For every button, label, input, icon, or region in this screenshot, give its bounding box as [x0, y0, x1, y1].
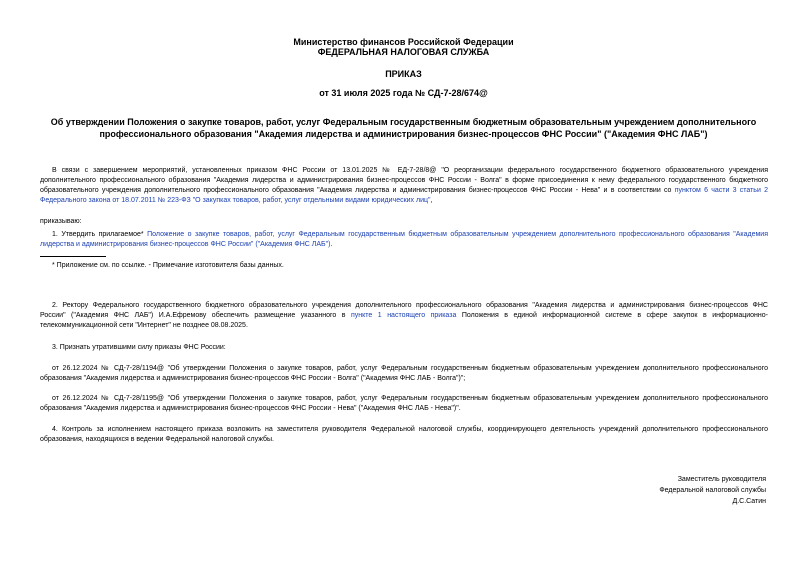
signatory-name: Д.С.Сатин: [732, 498, 766, 505]
signatory-organization: Федеральной налоговой службы: [659, 487, 766, 494]
footnote: * Приложение см. по ссылке. - Примечание изготовителя базы данных.: [52, 262, 284, 269]
item-3-paragraph: 3. Признать утратившими силу приказы ФНС России:: [52, 344, 226, 351]
item-2-line: телекоммуникационной сети "Интернет" не позднее 08.08.2025.: [40, 322, 248, 329]
item-2-line: 2. Ректору Федерального государственного бюджетного образовательного учреждения дополнительного профессионального образования "Академия лидерства и администрирования бизнес-процессов ФНС: [52, 302, 768, 309]
preamble-text: образовательного учреждения дополнительного профессионального образования "Академия лидерства и администрирования бизнес-процессов ФНС России - Нева" и в соответствии со: [40, 187, 672, 194]
item-2-line: России" ("Академия ФНС ЛАБ") И.А.Ефремову обеспечить размещение указанного в пункте 1 настоящего приказа Положения в единой информационной системе в сфере закупок в информационно-: [40, 312, 768, 319]
preamble-line: Федерального закона от 18.07.2011 № 223-ФЗ "О закупках товаров, работ, услуг отдельными видами юридических лиц",: [40, 197, 433, 204]
regulation-link-continued[interactable]: лидерства и администрирования бизнес-процессов ФНС России" ("Академия ФНС ЛАБ"): [40, 241, 331, 248]
federal-law-link[interactable]: Федерального закона от 18.07.2011 № 223-ФЗ "О закупках товаров, работ, услуг отдельными видами юридических лиц": [40, 197, 431, 204]
footnote-divider: [40, 256, 106, 257]
document-title-line-1: Об утверждении Положения о закупке товаров, работ, услуг Федеральным государственным бюджетным образовательным учреждением дополнительного: [50, 117, 757, 127]
signatory-position: Заместитель руководителя: [677, 476, 766, 483]
document-title-line-2: профессионального образования "Академия лидерства и администрирования бизнес-процессов ФНС России" ("Академия ФНС ЛАБ"): [99, 129, 708, 139]
preamble-line: дополнительного профессионального образования "Академия лидерства и администрирования бизнес-процессов ФНС России - Волга" в форме присоединения к нему федерального государственного бюджетного: [40, 177, 768, 184]
item-4-line: 4. Контроль за исполнением настоящего приказа возложить на заместителя руководителя Федеральной налоговой службы, координирующего деятельность учреждений дополнительного профессионального: [52, 426, 768, 433]
regulation-link[interactable]: Положение о закупке товаров, работ, услуг Федеральным государственным бюджетным образовательным учреждением дополнительного профессионального образования "Академия: [143, 231, 769, 238]
item-4-line: образования, находящихся в ведении Федеральной налоговой службы.: [40, 436, 274, 443]
item-3a-line: образования "Академия лидерства и администрирования бизнес-процессов ФНС России - Волга" ("Академия ФНС ЛАБ - Волга")";: [40, 375, 466, 382]
item-3a-line: от 26.12.2024 № СД-7-28/1194@ "Об утверждении Положения о закупке товаров, работ, услуг Федеральным государственным бюджетным образовательным учреждением дополнительного профессионального: [52, 365, 768, 372]
law-article-link[interactable]: пунктом 6 части 3 статьи 2: [671, 187, 768, 194]
item-1-line: 1. Утвердить прилагаемое* Положение о закупке товаров, работ, услуг Федеральным государственным бюджетным образовательным учреждением дополнительного профессионального образования "Академия: [52, 231, 769, 238]
item-3b-line: образования "Академия лидерства и администрирования бизнес-процессов ФНС России - Нева" ("Академия ФНС ЛАБ - Нева")".: [40, 405, 461, 412]
document-date-number: от 31 июля 2025 года № СД-7-28/674@: [319, 88, 488, 98]
item-1-reference-link[interactable]: пункте 1 настоящего приказа: [345, 312, 457, 319]
preamble-line: [40, 186, 768, 196]
item-1-line: лидерства и администрирования бизнес-процессов ФНС России" ("Академия ФНС ЛАБ").: [40, 241, 333, 248]
document-type: ПРИКАЗ: [385, 69, 422, 79]
service-name: ФЕДЕРАЛЬНАЯ НАЛОГОВАЯ СЛУЖБА: [317, 47, 490, 57]
preamble-line: В связи с завершением мероприятий, установленных приказом ФНС России от 13.01.2025 № ЕД-7-28/8@ "О реорганизации федерального государственного бюджетного образовательного учреждения: [52, 167, 768, 174]
ministry-name: Министерство финансов Российской Федерации: [293, 37, 514, 47]
item-3b-line: от 26.12.2024 № СД-7-28/1195@ "Об утверждении Положения о закупке товаров, работ, услуг Федеральным государственным бюджетным образовательным учреждением дополнительного профессионального: [52, 395, 768, 402]
order-word: приказываю:: [40, 218, 82, 225]
